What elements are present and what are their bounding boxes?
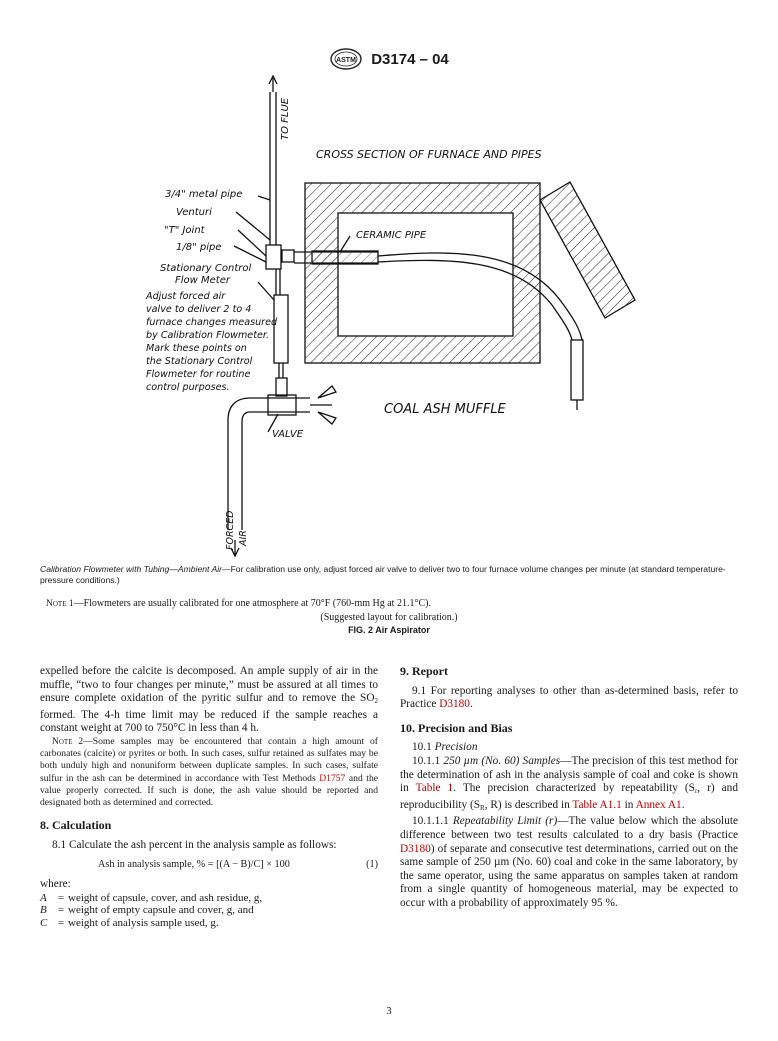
- subscript: r: [694, 787, 698, 796]
- adjust-line: furnace changes measured: [146, 317, 278, 328]
- section-10-heading: 10. Precision and Bias: [400, 720, 513, 735]
- section-10-1: [400, 741, 738, 755]
- paragraph-continuation: [40, 665, 378, 736]
- section-8-heading: 8. Calculation: [40, 818, 112, 833]
- section-8-1: 8.1 Calculate the ash percent in the analysis sample as follows:: [52, 838, 337, 851]
- subheading-italic: 250 µm (No. 60) Samples: [443, 754, 561, 767]
- variable-desc: weight of empty capsule and cover, g, and: [68, 904, 254, 917]
- cross-section-label: CROSS SECTION OF FURNACE AND PIPES: [316, 148, 542, 161]
- variable-row: A = weight of capsule, cover, and ash residue, g,: [40, 891, 263, 904]
- flow-meter-label-2: Flow Meter: [175, 275, 230, 286]
- document-id: D3174 – 04: [371, 50, 449, 68]
- variable-row: C = weight of analysis sample used, g.: [40, 916, 219, 929]
- left-column: [40, 665, 378, 929]
- to-flue-label: TO FLUE: [280, 97, 291, 140]
- annex-a1-link[interactable]: Annex A1: [635, 798, 682, 811]
- section-9-1: [400, 685, 738, 712]
- adjust-line: control purposes.: [146, 382, 230, 393]
- adjust-line: Flowmeter for routine: [146, 369, 251, 380]
- forced-air-label-1: FORCED: [225, 510, 236, 550]
- para-text: .: [469, 698, 473, 711]
- adjust-instructions: [145, 291, 278, 393]
- so2-subscript: 2: [374, 697, 378, 706]
- valve-label: VALVE: [272, 429, 304, 440]
- half-pipe-label: 1/8" pipe: [176, 242, 222, 253]
- variable-symbol: C: [40, 916, 48, 929]
- variable-symbol: A: [40, 891, 47, 904]
- svg-text:ASTM: ASTM: [336, 57, 357, 64]
- figure-title: FIG. 2 Air Aspirator: [348, 625, 430, 635]
- para-text: . The precision characterized by repeatability (S: [453, 782, 695, 795]
- figure-caption: [40, 564, 740, 586]
- para-text: in: [621, 798, 636, 811]
- para-text: —The value below which the absolute difference between two test results calculated to a dry basis (Practice: [400, 815, 738, 841]
- subheading-italic: Repeatability Limit (r): [452, 815, 558, 828]
- venturi-label: Venturi: [176, 207, 212, 218]
- subscript: R: [480, 803, 485, 812]
- para-text: , r) and reproducibility (S: [400, 782, 738, 811]
- coal-ash-muffle-label: COAL ASH MUFFLE: [384, 402, 506, 417]
- section-number: 10.1.1.1: [412, 815, 453, 828]
- adjust-line: valve to deliver 2 to 4: [146, 304, 252, 315]
- equation-body: Ash in analysis sample, % = [(A − B)/C] × 100: [98, 859, 290, 871]
- metal-pipe-label: 3/4" metal pipe: [165, 189, 243, 200]
- section-10-1-1: [400, 755, 738, 815]
- table-a1-1-link[interactable]: Table A1.1: [572, 798, 622, 811]
- precision-subheading: Precision: [434, 741, 478, 754]
- forced-air-label-2: AIR: [238, 530, 249, 546]
- adjust-line: the Stationary Control: [146, 356, 253, 367]
- para-text: formed. The 4-h time limit may be reduced if the sample reaches a constant weight at 700 to 750°C in less than 4 h.: [40, 708, 378, 735]
- note-1-text: —Flowmeters are usually calibrated for one atmosphere at 70°F (760-mm Hg at 21.1°C).: [73, 598, 431, 609]
- note-1-label: Note 1: [46, 599, 74, 609]
- equation-1: [40, 852, 378, 878]
- para-text: , R) is described in: [484, 798, 573, 811]
- para-text: .: [681, 798, 685, 811]
- adjust-line: Adjust forced air: [146, 291, 226, 302]
- caption-italic: Calibration Flowmeter with Tubing—Ambient Air: [40, 564, 222, 574]
- para-text: 9.1 For reporting analyses to other than as-determined basis, refer to Practice: [400, 684, 738, 711]
- para-text: —The precision of this test method for the determination of ash in the analysis sample of coal and coke is shown in: [400, 754, 738, 795]
- variable-desc: weight of capsule, cover, and ash residue, g,: [68, 891, 263, 904]
- note-2-text: —Some samples may be encountered that contain a high amount of carbonates (calcite) or pyrites or both. In such cases, sulfur retained as sulfates may be both unduly high and nonuniform between duplicate samples. In such cases, sulfate sulfur in the ash can be determined in accordance with Test Methods: [40, 735, 379, 784]
- right-column: [400, 665, 738, 911]
- section-9-heading: 9. Report: [400, 664, 448, 678]
- note-1: [46, 598, 736, 609]
- section-10-1-1-1: [400, 815, 738, 910]
- para-text: expelled before the calcite is decomposed. An ample supply of air in the muffle, “two to four changes per minute,” must be assured at all times to ensure complete oxidation of the pyritic sulfur and to remove the SO: [40, 665, 378, 705]
- note-2-label: Note 2: [52, 736, 84, 747]
- page-number: 3: [386, 1006, 392, 1017]
- note-2: [40, 736, 378, 809]
- caption-text: —For calibration use only, adjust forced air valve to deliver two to four furnace volume changes per minute (at standard temperature-pressure conditions.): [40, 564, 726, 585]
- section-number: 10.1: [412, 741, 435, 754]
- ceramic-pipe-label: CERAMIC PIPE: [356, 230, 427, 241]
- adjust-line: Mark these points on: [146, 343, 247, 354]
- note-2-text: and the value properly corrected. If such is done, the ash value should be reported and designated both as determined and corrected.: [40, 772, 379, 808]
- flow-meter-label-1: Stationary Control: [160, 263, 252, 274]
- para-text: ) of separate and consecutive test determinations, carried out on the same sample of 250 µm (No. 60) coal and coke in the same laboratory, by the same operator, using the same apparatus on samples taken at random from a single quantity of homogeneous material, may be expected to occur with a probability of approximately 95 %.: [400, 842, 738, 909]
- where-label: where:: [40, 878, 71, 891]
- variable-desc: weight of analysis sample used, g.: [68, 916, 219, 929]
- suggested-layout: (Suggested layout for calibration.): [320, 612, 458, 623]
- variable-row: B = weight of empty capsule and cover, g, and: [40, 904, 254, 917]
- adjust-line: by Calibration Flowmeter.: [146, 330, 269, 341]
- d3180-link[interactable]: D3180: [439, 698, 470, 711]
- d3180-link[interactable]: D3180: [400, 842, 431, 855]
- section-number: 10.1.1: [412, 754, 444, 767]
- variable-symbol: B: [40, 904, 47, 917]
- d1757-link[interactable]: D1757: [319, 772, 346, 784]
- t-joint-label: "T" Joint: [164, 225, 205, 236]
- equation-number: (1): [366, 859, 378, 871]
- table-1-link[interactable]: Table 1: [415, 782, 454, 795]
